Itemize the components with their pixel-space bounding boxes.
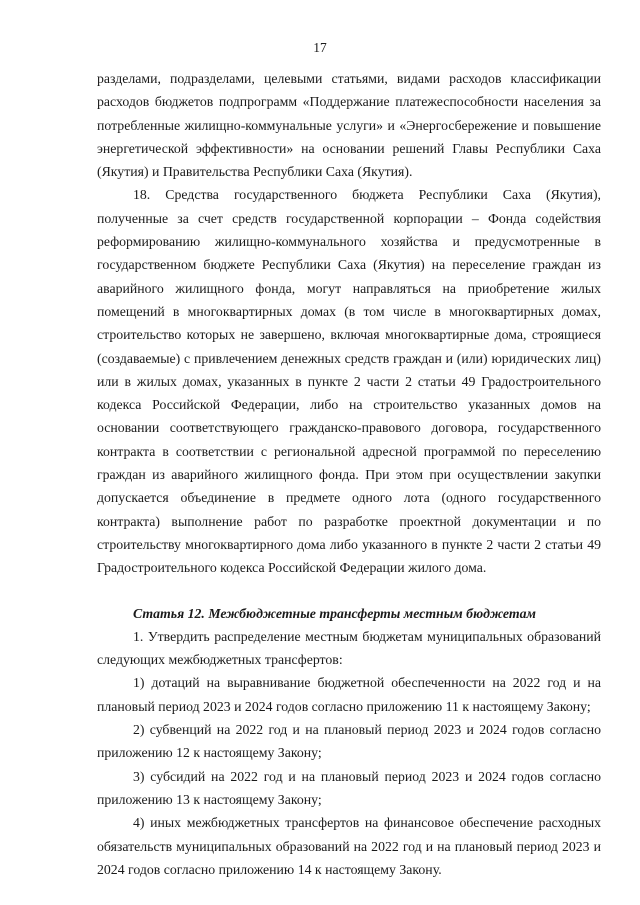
article-12-item-1: 1. Утвердить распределение местным бюджетам муниципальных образований следующих межбюджетных трансфертов: [97,628,601,668]
article-12-heading: Статья 12. Межбюджетные трансферты местным бюджетам [133,605,536,621]
document-body [97,67,601,881]
article-12-subitem-2: 2) субвенций на 2022 год и на плановый период 2023 и 2024 годов согласно приложению 12 к настоящему Закону; [97,722,601,761]
paragraph-18-end: Градостроительного кодекса Российской Федерации жилого дома. [97,560,487,576]
paragraph-18: 18. Средства государственного бюджета Республики Саха (Якутия), полученные за счет средств государственной корпорации – Фонда содействия реформированию жилищно-коммунального хозяйства и предусмотренные в государственном бюджете Республики Саха (Якутия) на переселение граждан из аварийного жилищного фонда, могут направляться на приобретение жилых помещений в многоквартирных домах (в том числе в многоквартирных домах, строительство которых не завершено, включая многоквартирные дома, строящиеся (создаваемые) с привлечением денежных средств граждан и (или) юридических лиц) или в жилых домах, указанных в пункте 2 части 2 статьи 49 Градостроительного кодекса Российской Федерации, либо на строительство указанных домов на основании соответствующего гражданско-правового договора, государственного контракта в соответствии с региональной адресной программой по переселению граждан из аварийного жилищного фонда. При этом при осуществлении закупки допускается объединение в предмете одного лота (одного государственного контракта) выполнение работ по разработке проектной документации и по строительству многоквартирного дома либо указанного в пункте 2 части 2 статьи 49 [97,187,601,552]
article-12-subitem-1: 1) дотаций на выравнивание бюджетной обеспеченности на 2022 год и на плановый период 2023 и 2024 годов согласно приложению 11 к настоящему Закону; [97,675,601,714]
article-12-subitem-3: 3) субсидий на 2022 год и на плановый период 2023 и 2024 годов согласно приложению 13 к настоящему Закону; [97,768,601,807]
page-number: 17 [313,40,327,55]
article-12-subitem-4: 4) иных межбюджетных трансфертов на финансовое обеспечение расходных обязательств муниципальных образований на 2022 год и на плановый период 2023 и 2024 годов согласно приложению 14 к настоящему Закону. [97,815,601,877]
paragraph-continuation: разделами, подразделами, целевыми статьями, видами расходов классификации расходов бюджетов подпрограмм «Поддержание платежеспособности населения за потребленные жилищно-коммунальные услуги» и «Энергосбережение и повышение энергетической эффективности» на основании решений Главы Республики Саха (Якутия) и Правительства Республики Саха (Якутия). [97,71,601,180]
